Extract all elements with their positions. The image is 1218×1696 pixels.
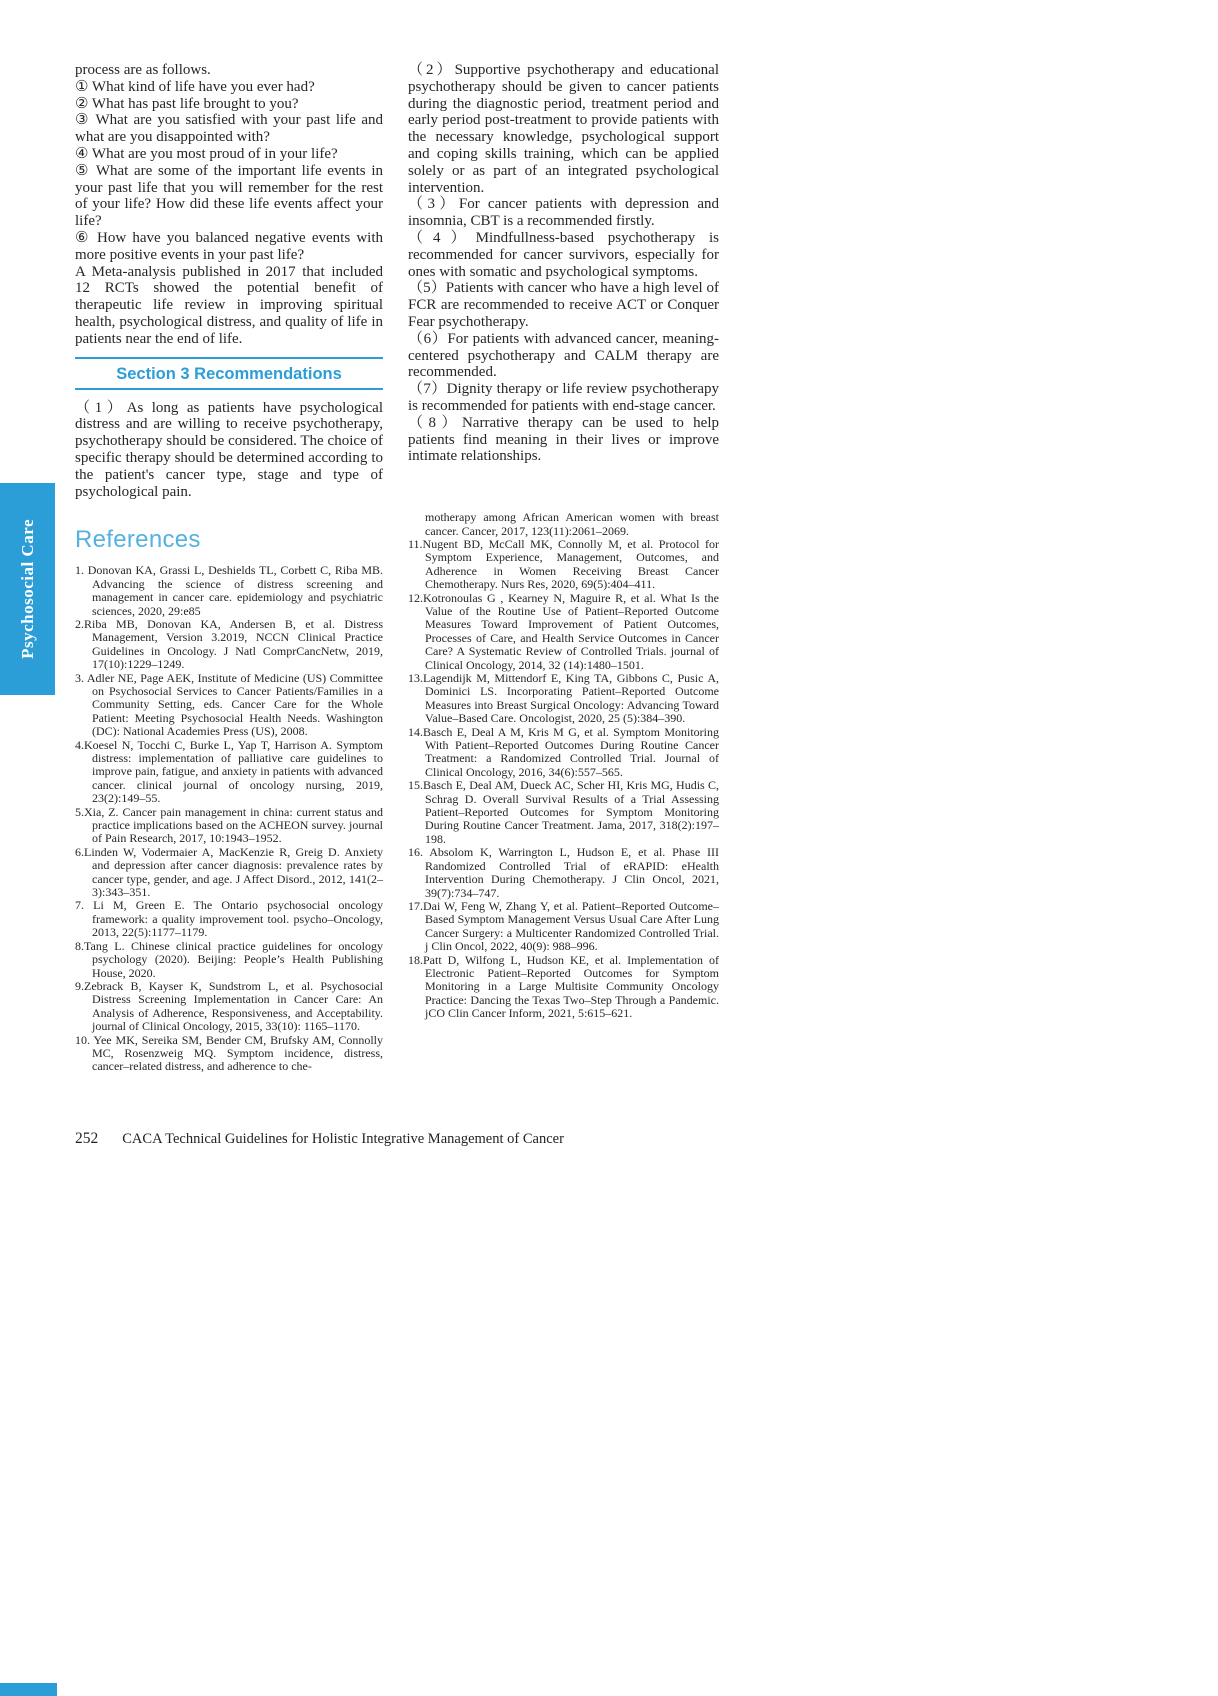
paragraph: ③ What are you satisfied with your past life and what are you disappointed with?: [75, 112, 383, 146]
paragraph: A Meta-analysis published in 2017 that included 12 RCTs showed the potential benefit of therapeutic life review in improving spiritual health, psychological distress, and quality of life in patients near the end of life.: [75, 263, 383, 347]
reference-item: 4.Koesel N, Tocchi C, Burke L, Yap T, Harrison A. Symptom distress: implementation of palliative care guidelines to improve pain, fatigue, and anxiety in patients with advanced cancer. clinical journal of oncology nursing, 2019, 23(2):149–55.: [75, 737, 383, 806]
chapter-side-tab-label: Psychosocial Care: [17, 519, 37, 659]
reference-item: 13.Lagendijk M, Mittendorf E, King TA, Gibbons C, Pusic A, Dominici LS. Incorporating Patient–Reported Outcome Measures into Breast Surgical Oncology: Advancing Toward Value–Based Care. Oncologist, 2020, 25 (5):384–390.: [408, 671, 719, 726]
paragraph: ① What kind of life have you ever had?: [75, 78, 315, 95]
reference-item: 12.Kotronoulas G , Kearney N, Maguire R, et al. What Is the Value of the Routine Use of Patient–Reported Outcome Measures Toward Improvement of Patient Outcomes, Processes of Care, and Health Service Outcomes in Cancer Care? A Systematic Review of Controlled Trials. journal of Clinical Oncology, 2014, 32 (14):1480–1501.: [408, 590, 719, 672]
paragraph: （8）Narrative therapy can be used to help patients find meaning in their lives or improve intimate relationships.: [408, 414, 719, 465]
reference-item: 14.Basch E, Deal A M, Kris M G, et al. Symptom Monitoring With Patient–Reported Outcomes During Routine Cancer Treatment: a Randomized Controlled Trial. Journal of Clinical Oncology, 2016, 34(6):557–565.: [408, 724, 719, 779]
reference-item: 15.Basch E, Deal AM, Dueck AC, Scher HI, Kris MG, Hudis C, Schrag D. Overall Survival Results of a Trial Assessing Patient–Reported Outcomes for Symptom Monitoring During Routine Cancer Treatment. Jama, 2017, 318(2):197–198.: [408, 778, 719, 846]
page-footer: [75, 1130, 564, 1148]
paragraph: （5）Patients with cancer who have a high level of FCR are recommended to receive ACT or Conquer Fear psychotherapy.: [408, 280, 719, 330]
paragraph: （6）For patients with advanced cancer, meaning-centered psychotherapy and CALM therapy are recommended.: [408, 330, 719, 381]
references-list-left: [75, 564, 383, 1073]
reference-continuation: motherapy among African American women with breast cancer. Cancer, 2017, 123(11):2061–2069.: [425, 510, 719, 538]
chapter-side-tab: [0, 483, 55, 695]
reference-item: 17.Dai W, Feng W, Zhang Y, et al. Patient–Reported Outcome–Based Symptom Management Versus Usual Care After Lung Cancer Surgery: a Multicenter Randomized Controlled Trial. j Clin Oncol, 2022, 40(9): 988–996.: [408, 898, 719, 954]
paragraph: ⑤ What are some of the important life events in your past life that you will remember for the rest of your life? How did these life events affect your life?: [75, 162, 383, 230]
page-number: 252: [75, 1130, 99, 1147]
paragraph: （3）For cancer patients with depression and insomnia, CBT is a recommended firstly.: [408, 196, 719, 230]
right-column: [408, 62, 719, 1021]
paragraph: （2）Supportive psychotherapy and educational psychotherapy should be given to cancer patients during the diagnostic period, treatment period and early period post-treatment to provide patients with the necessary knowledge, psychological support and coping skills training, which can be applied solely or as part of an integrated psychological intervention.: [408, 62, 719, 196]
paragraph: ④ What are you most proud of in your life?: [75, 145, 338, 162]
reference-item: 10. Yee MK, Sereika SM, Bender CM, Brufsky AM, Connolly MC, Rosenzweig MQ. Symptom incidence, distress, cancer–related distress, and adherence to che-: [75, 1032, 383, 1074]
reference-item: 8.Tang L. Chinese clinical practice guidelines for oncology psychology (2020). Beijing: People’s Health Publishing House, 2020.: [75, 938, 383, 980]
reference-item: 5.Xia, Z. Cancer pain management in china: current status and practice implications based on the ACHEON survey. journal of Pain Research, 2017, 10:1943–1952.: [75, 804, 383, 846]
references-heading: References: [75, 526, 201, 554]
reference-item: 1. Donovan KA, Grassi L, Deshields TL, Corbett C, Riba MB. Advancing the science of distress screening and management in cancer care. epidemiology and psychiatric sciences, 2020, 29:e85: [75, 563, 383, 618]
paragraph: （7）Dignity therapy or life review psychotherapy is recommended for patients with end-stage cancer.: [408, 381, 719, 414]
reference-item: 2.Riba MB, Donovan KA, Andersen B, et al. Distress Management, Version 3.2019, NCCN Clinical Practice Guidelines in Oncology. J Natl ComprCancNetw, 2019, 17(10):1229–1249.: [75, 616, 383, 672]
reference-item: 16. Absolom K, Warrington L, Hudson E, et al. Phase III Randomized Controlled Trial of eRAPID: eHealth Intervention During Chemotherapy. J Clin Oncol, 2021, 39(7):734–747.: [408, 845, 719, 900]
reference-item: 3. Adler NE, Page AEK, Institute of Medicine (US) Committee on Psychosocial Services to Cancer Patients/Families in a Community Setting, eds. Cancer Care for the Whole Patient: Meeting Psychosocial Health Needs. Washington (DC): National Academies Press (US), 2008.: [75, 670, 383, 739]
paragraph: process are as follows.: [75, 62, 211, 78]
left-column: [75, 62, 383, 1074]
reference-item: 18.Patt D, Wilfong L, Hudson KE, et al. Implementation of Electronic Patient–Reported Outcomes for Symptom Monitoring in a Large Multisite Community Oncology Practice: Dancing the Texas Two–Step Through a Pandemic. jCO Clin Cancer Inform, 2021, 5:615–621.: [408, 952, 719, 1021]
reference-item: 7. Li M, Green E. The Ontario psychosocial oncology framework: a quality improvement tool. psycho–Oncology, 2013, 22(5):1177–1179.: [75, 898, 383, 940]
reference-item: 9.Zebrack B, Kayser K, Sundstrom L, et al. Psychosocial Distress Screening Implementation in Cancer Care: An Analysis of Adherence, Responsiveness, and Acceptability. journal of Clinical Oncology, 2015, 33(10): 1165–1170.: [75, 978, 383, 1034]
footer-title: CACA Technical Guidelines for Holistic Integrative Management of Cancer: [122, 1131, 564, 1147]
paragraph: （4）Mindfullness-based psychotherapy is recommended for cancer survivors, especially for ones with somatic and psychological symptoms.: [408, 229, 719, 280]
section-3-heading: Section 3 Recommendations: [75, 357, 383, 390]
paragraph: ② What has past life brought to you?: [75, 95, 299, 112]
paragraph: （1）As long as patients have psychological distress and are willing to receive psychotherapy, psychotherapy should be considered. The choice of specific therapy should be determined according to the patient's cancer type, stage and type of psychological pain.: [75, 399, 383, 500]
reference-item: 6.Linden W, Vodermaier A, MacKenzie R, Greig D. Anxiety and depression after cancer diagnosis: prevalence rates by cancer type, gender, and age. J Affect Disord., 2012, 141(2–3):343–351.: [75, 844, 383, 900]
paragraph: ⑥ How have you balanced negative events with more positive events in your past life?: [75, 229, 383, 263]
page-corner-marker: [0, 1683, 57, 1696]
references-list-right: [408, 511, 719, 1020]
reference-item: 11.Nugent BD, McCall MK, Connolly M, et al. Protocol for Symptom Experience, Management, Outcomes, and Adherence in Women Receiving Breast Cancer Chemotherapy. Nurs Res, 2020, 69(5):404–411.: [408, 536, 719, 592]
